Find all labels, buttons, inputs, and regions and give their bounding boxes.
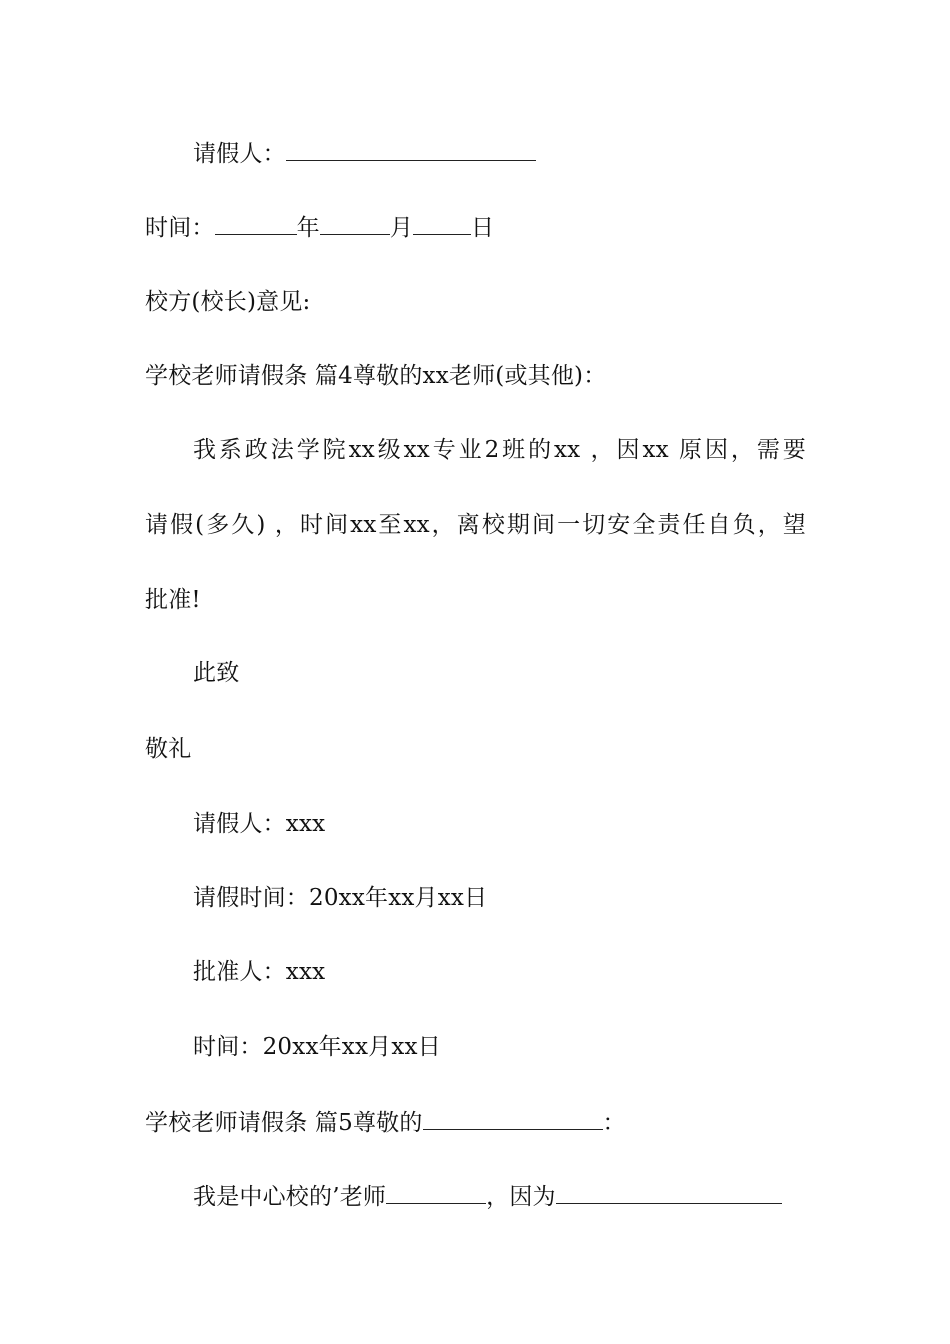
section4-body-line3: 批准! <box>145 587 201 613</box>
section4-body-line2: 请假(多久) ，时间xx至xx，离校期间一切安全责任自负，望 <box>145 512 806 538</box>
applicant-blank <box>286 138 536 161</box>
year-unit: 年 <box>296 215 320 241</box>
month-unit: 月 <box>389 215 414 241</box>
section5-body-line1 <box>193 1181 858 1212</box>
closing-cizhi: 此致 <box>193 660 240 686</box>
time-label: 时间： <box>145 215 215 241</box>
section5-heading-prefix: 学校老师请假条 篇5尊敬的 <box>145 1110 423 1136</box>
day-unit: 日 <box>471 215 495 241</box>
day-blank <box>413 212 471 235</box>
closing-jingli: 敬礼 <box>145 736 192 762</box>
teacher-name-blank <box>386 1181 486 1204</box>
section4-applicant: 请假人：xxx <box>193 811 326 837</box>
month-blank <box>320 212 390 235</box>
section4-approver: 批准人：xxx <box>193 959 326 985</box>
section4-heading: 学校老师请假条 篇4尊敬的xx老师(或其他)： <box>145 363 607 389</box>
time-line <box>145 212 810 243</box>
applicant-label: 请假人： <box>193 141 286 167</box>
applicant-line <box>193 138 858 169</box>
year-blank <box>215 212 297 235</box>
section5-heading-suffix: ： <box>602 1110 626 1136</box>
section4-body-line1: 我系政法学院xx级xx专业2班的xx ，因xx 原因，需要 <box>193 437 806 463</box>
section5-body-middle: ，因为 <box>486 1184 556 1210</box>
section4-time: 时间：20xx年xx月xx日 <box>193 1034 441 1060</box>
recipient-blank <box>423 1107 603 1130</box>
section5-body-prefix: 我是中心校的’老师 <box>193 1184 387 1210</box>
reason-blank <box>556 1181 782 1204</box>
section4-leave-time: 请假时间：20xx年xx月xx日 <box>193 885 488 911</box>
school-opinion: 校方(校长)意见: <box>145 289 311 315</box>
section5-heading <box>145 1107 810 1138</box>
